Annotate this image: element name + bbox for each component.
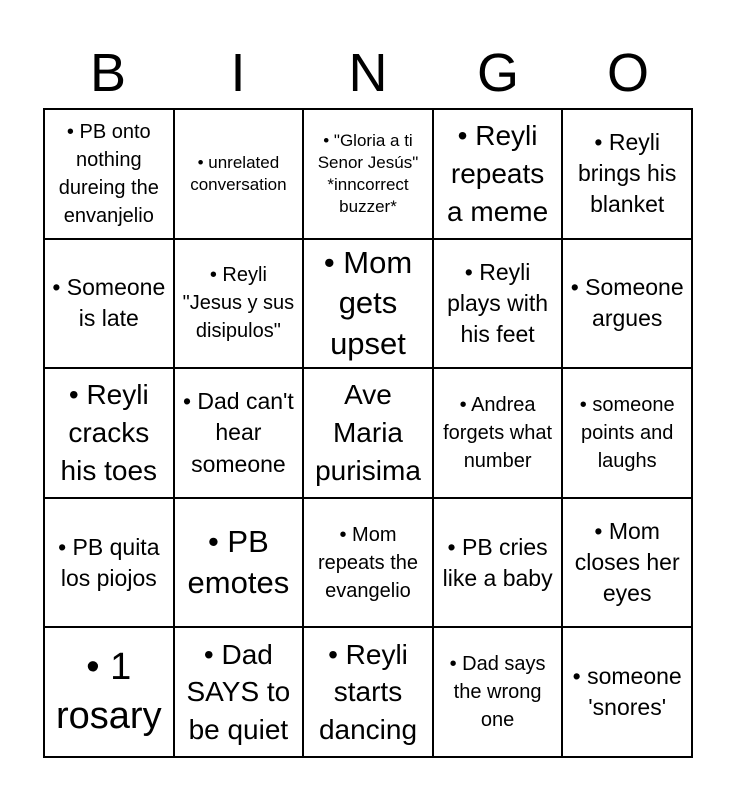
bingo-cell[interactable] xyxy=(562,498,692,628)
cell-text: Ave Maria purisima xyxy=(315,379,421,486)
cell-text: • Dad can't hear someone xyxy=(182,388,294,477)
cell-text: • someone 'snores' xyxy=(572,663,682,721)
cell-text: • Dad says the wrong one xyxy=(449,653,546,732)
bingo-cell[interactable] xyxy=(174,109,304,239)
cell-text: • Reyli plays with his feet xyxy=(447,258,549,347)
bingo-cell[interactable] xyxy=(174,368,304,498)
header-letter-g: G xyxy=(476,43,519,103)
cell-text: • Andrea forgets what number xyxy=(443,393,553,472)
cell-text: • Reyli "Jesus y sus disipulos" xyxy=(182,264,295,343)
bingo-cell[interactable] xyxy=(433,368,563,498)
cell-text: • Mom closes her eyes xyxy=(574,518,680,607)
cell-text: • Someone is late xyxy=(52,274,166,332)
cell-text: • Reyli starts dancing xyxy=(318,638,418,746)
bingo-board xyxy=(43,108,693,758)
cell-text: • Reyli cracks his toes xyxy=(60,379,158,486)
bingo-cell[interactable] xyxy=(562,627,692,757)
bingo-cell[interactable] xyxy=(303,627,433,757)
bingo-cell free-space[interactable] xyxy=(303,368,433,498)
bingo-cell[interactable] xyxy=(433,239,563,369)
bingo-cell[interactable] xyxy=(44,109,174,239)
cell-text: • Mom gets upset xyxy=(323,244,413,361)
bingo-cell[interactable] xyxy=(44,498,174,628)
bingo-cell[interactable] xyxy=(174,498,304,628)
bingo-cell[interactable] xyxy=(44,627,174,757)
cell-text: • Dad SAYS to be quiet xyxy=(186,638,291,746)
bingo-cell[interactable] xyxy=(174,627,304,757)
cell-text: • PB onto nothing dureing the envanjelio xyxy=(58,120,159,227)
bingo-cell[interactable] xyxy=(174,239,304,369)
cell-text: • Someone argues xyxy=(570,274,684,332)
bingo-cell[interactable] xyxy=(44,368,174,498)
bingo-cell[interactable] xyxy=(303,498,433,628)
cell-text: • 1 rosary xyxy=(56,645,162,738)
bingo-cell[interactable] xyxy=(433,109,563,239)
cell-text: • Reyli repeats a meme xyxy=(447,120,549,227)
header-letter-b: B xyxy=(89,43,127,103)
bingo-header xyxy=(43,38,693,108)
header-letter-o: O xyxy=(606,43,649,103)
bingo-cell[interactable] xyxy=(433,627,563,757)
cell-text: • "Gloria a ti Senor Jesús" *inncorrect buzzer* xyxy=(317,130,419,216)
cell-text: • Reyli brings his blanket xyxy=(577,129,677,218)
bingo-cell[interactable] xyxy=(44,239,174,369)
bingo-cell[interactable] xyxy=(562,239,692,369)
bingo-cell[interactable] xyxy=(562,368,692,498)
header-letter-i: I xyxy=(230,43,246,103)
bingo-cell[interactable] xyxy=(303,109,433,239)
bingo-cell[interactable] xyxy=(303,239,433,369)
header-letter-n: N xyxy=(348,43,388,103)
cell-text: • someone points and laughs xyxy=(579,393,675,472)
cell-text: • PB cries like a baby xyxy=(442,533,553,591)
cell-text: • PB quita los piojos xyxy=(58,533,160,591)
cell-text: • PB emotes xyxy=(187,524,290,600)
bingo-cell[interactable] xyxy=(433,498,563,628)
cell-text: • unrelated conversation xyxy=(190,152,287,194)
bingo-cell[interactable] xyxy=(562,109,692,239)
cell-text: • Mom repeats the evangelio xyxy=(317,523,419,602)
